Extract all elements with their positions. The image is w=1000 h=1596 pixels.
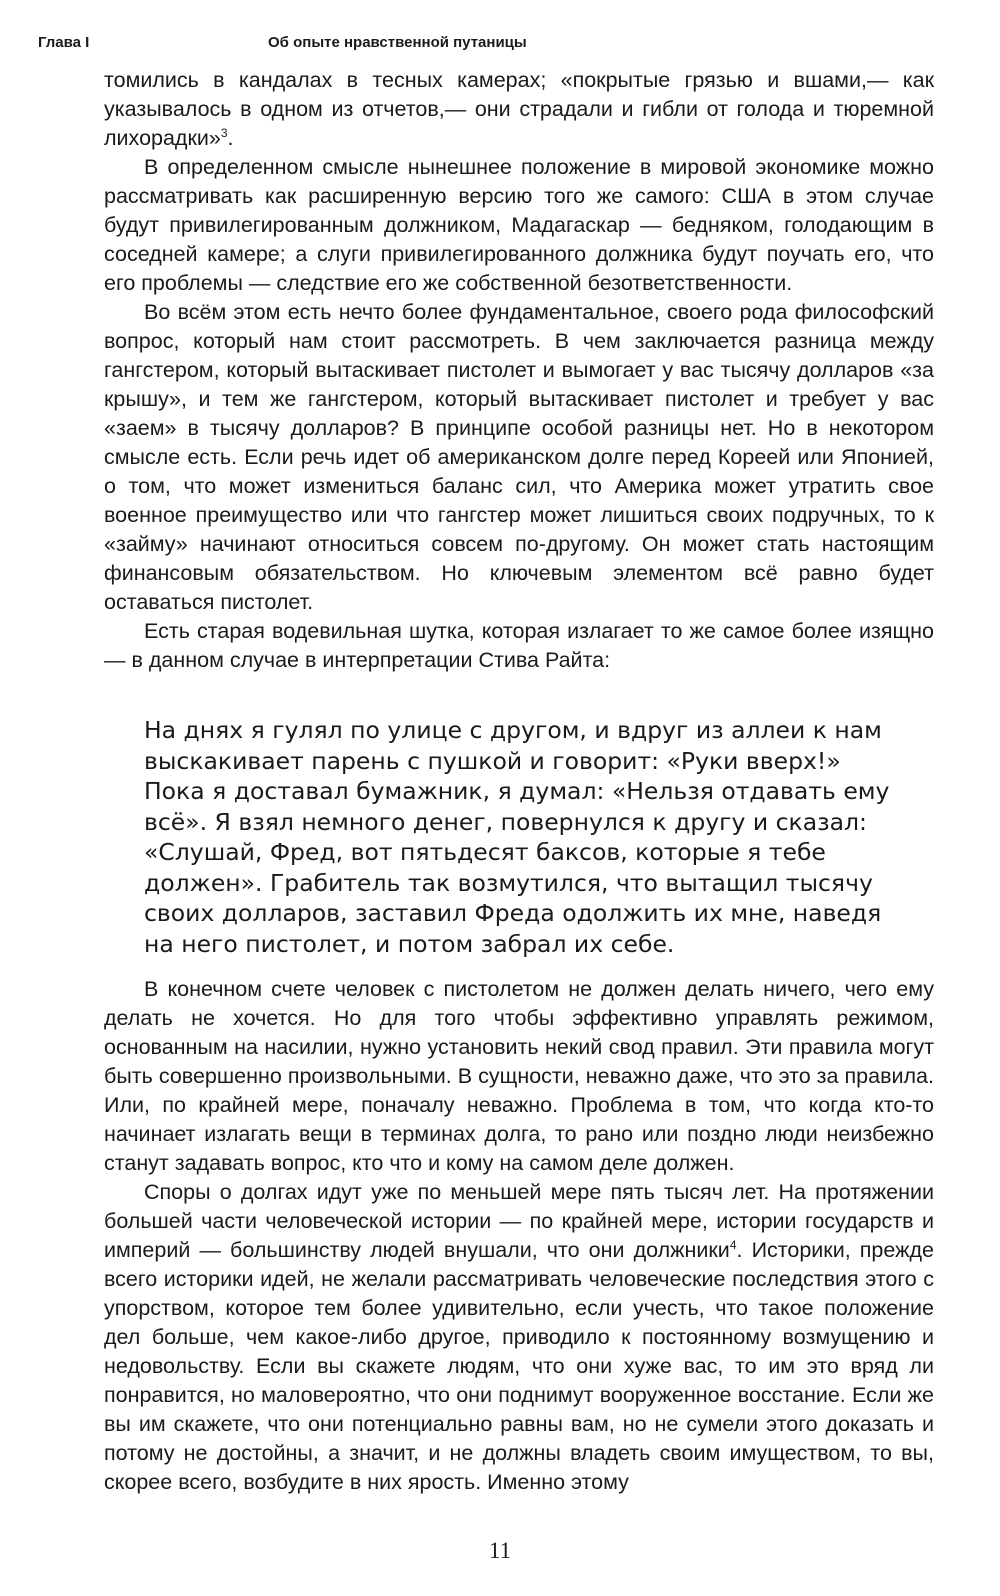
paragraph-continuation: томились в кандалах в тесных камерах; «покрытые грязью и вшами,— как указывалось в одном из отчетов,— они страдали и гибли от голода и тюремной лихорадки»$^3$.: [104, 68, 934, 150]
page-number: 11: [488, 1538, 512, 1563]
footnote-ref-4: 4: [729, 1237, 737, 1252]
paragraph: Во всём этом есть нечто более фундаментальное, своего рода философский вопрос, который нам стоит рассмотреть. В чем заключается разница между гангстером, который вытаскивает пистолет и вымогает у вас тысячу долларов «за крышу», и тем же гангстером, который вытаскивает пистолет и требует у вас «заем» в тысячу долларов? В принципе особой разницы нет. Но в некотором смысле есть. Если речь идет об американском долге перед Кореей или Японией, о том, что может измениться баланс сил, что Америка может утратить свое военное преимущество или что гангстер может лишиться своих подручных, то к «займу» начинают относиться совсем по-другому. Он может стать настоящим финансовым обязательством. Но ключевым элементом всё равно будет оставаться пистолет.: [104, 300, 934, 614]
paragraph: Есть старая водевильная шутка, которая излагает то же самое более изящно — в данном случае в интерпретации Стива Райта:: [104, 619, 934, 672]
footnote-ref-3: 3: [220, 125, 228, 140]
paragraph: В конечном счете человек с пистолетом не должен делать ничего, чего ему делать не хочется. Но для того чтобы эффективно управлять режимом, основанным на насилии, нужно установить некий свод правил. Эти правила могут быть совершенно произвольными. В сущности, неважно даже, что это за правила. Или, по крайней мере, поначалу неважно. Проблема в том, что когда кто-то начинает излагать вещи в терминах долга, то рано или поздно люди неизбежно станут задавать вопрос, кто что и кому на самом деле должен.: [104, 977, 934, 1175]
body-text-top: [104, 66, 934, 675]
chapter-label: Глава I: [38, 34, 90, 51]
block-quote: [144, 715, 904, 959]
running-header: [38, 34, 938, 56]
chapter-title: Об опыте нравственной путаницы: [268, 34, 527, 51]
body-text-bottom: [104, 975, 934, 1497]
quote-text: На днях я гулял по улице с другом, и вдруг из аллеи к нам выскакивает парень с пушкой и говорит: «Руки вверх!» Пока я доставал бумажник, я думал: «Нельзя отдавать ему всё». Я взял немного денег, повернулся к другу и сказал: «Слушай, Фред, вот пятьдесят баксов, которые я тебе должен». Грабитель так возмутился, что вытащил тысячу своих долларов, заставил Фреда одолжить их мне, наведя на него пистолет, и потом забрал их себе.: [144, 716, 890, 958]
paragraph: В определенном смысле нынешнее положение в мировой экономике можно рассматривать как расширенную версию того же самого: США в этом случае будут привилегированным должником, Мадагаскар — бедняком, голодающим в соседней камере; а слуги привилегированного должника будут поучать его, что его проблемы — следствие его же собственной безответственности.: [104, 155, 934, 295]
paragraph: Споры о долгах идут уже по меньшей мере пять тысяч лет. На протяжении большей части человеческой истории — по крайней мере, истории государств и империй — большинству людей внушали, что они должники$^4$. Историки, прежде всего историки идей, не желали рассматривать человеческие последствия этого с упорством, которое тем более удивительно, если учесть, что такое положение дел больше, чем какое-либо другое, приводило к постоянному возмущению и недовольству. Если вы скажете людям, что они хуже вас, то им это вряд ли понравится, но маловероятно, что они поднимут вооруженное восстание. Если же вы им скажете, что они потенциально равны вам, но не сумели этого доказать и потому не достойны, а значит, и не должны владеть своим имуществом, то вы, скорее всего, возбудите в них ярость. Именно этому: [104, 1180, 934, 1494]
